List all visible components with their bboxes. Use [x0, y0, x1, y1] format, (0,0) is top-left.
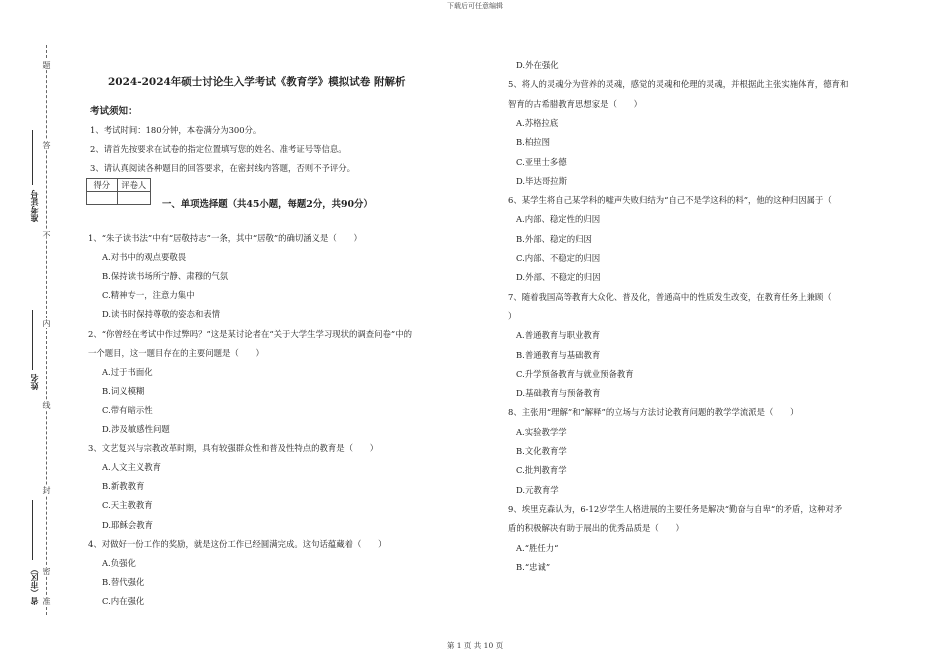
answer-option: D.外部、不稳定的归因	[516, 272, 601, 283]
question-text: 1、“朱子读书法”中有“居敬持志”一条，其中“居敬”的确切涵义是（ ）	[88, 233, 362, 243]
score-box-row	[87, 191, 150, 205]
answer-option: C.内在强化	[102, 595, 145, 606]
question-text: 5、将人的灵魂分为营养的灵魂，感觉的灵魂和伦理的灵魂，并根据此主张实施体育，德育和	[508, 79, 849, 90]
top-note: 下载后可任意编辑	[447, 2, 503, 10]
question-text: ）	[508, 310, 517, 321]
answer-option: B.普通教育与基础教育	[516, 349, 601, 360]
answer-option: B.“忠诚”	[516, 561, 551, 572]
question-text: 智育的古希腊教育思想家是（ ）	[508, 98, 642, 109]
score-label: 得分	[87, 179, 118, 191]
answer-option: B.外部、稳定的归因	[516, 233, 592, 244]
question-text: 盾的积极解决有助于展出的优秀品质是（ ）	[508, 523, 684, 534]
question-text: 4、对做好一份工作的奖励，就是这份工作已经圆满完成。这句话蕴藏着（ ）	[88, 538, 387, 549]
answer-option: D.外在强化	[516, 60, 559, 70]
score-box	[86, 178, 151, 205]
answer-option: B.词义模糊	[102, 385, 145, 396]
field-exam-number-label: 准考证号	[29, 190, 39, 222]
answer-option: C.天主教教育	[102, 500, 153, 511]
answer-option: C.亚里士多德	[516, 156, 567, 167]
seal-mark: 准	[42, 597, 51, 605]
seal-mark: 内	[42, 319, 51, 327]
exam-title: 2024-2024年硕士讨论生入学考试《教育学》模拟试卷 附解析	[108, 76, 406, 88]
field-underline	[32, 500, 33, 560]
answer-option: A.普通教育与职业教育	[516, 330, 601, 341]
seal-mark: 线	[42, 401, 51, 409]
answer-option: B.文化教育学	[516, 446, 567, 456]
answer-option: D.耶稣会教育	[102, 519, 153, 530]
field-province-label: 省（市区）	[29, 565, 39, 605]
answer-option: C.带有暗示性	[102, 404, 153, 415]
seal-mark: 封	[42, 486, 51, 494]
answer-option: B.保持读书场所宁静、肃穆的气氛	[102, 271, 229, 282]
answer-option: A.人文主义教育	[102, 462, 161, 473]
answer-option: C.内部、不稳定的归因	[516, 253, 601, 263]
score-box-divider	[117, 192, 118, 205]
answer-option: C.升学预备教育与就业预备教育	[516, 368, 634, 379]
question-text: 8、主张用“理解”和“解释”的立场与方法讨论教育问题的教学学流派是（ ）	[508, 407, 799, 418]
question-text: 7、随着我国高等教育大众化、普及化，普通高中的性质发生改变，在教育任务上兼顾（	[508, 291, 832, 302]
seal-mark: 不	[42, 231, 51, 239]
notice-item: 1、考试时间：180分钟，本卷满分为300分。	[90, 125, 262, 135]
question-text: 2、“你曾经在考试中作过弊吗？”这是某讨论者在“关于大学生学习现状的调查问卷”中的	[88, 328, 412, 339]
answer-option: A.实验教学学	[516, 426, 567, 437]
answer-option: A.“胜任力“	[516, 542, 559, 553]
answer-option: D.元教育学	[516, 484, 559, 495]
grader-label: 评卷人	[121, 180, 147, 190]
answer-option: C.精神专一，注意力集中	[102, 290, 195, 301]
answer-option: B.新教教育	[102, 481, 145, 492]
binding-strip	[0, 0, 60, 671]
notice-item: 2、请首先按要求在试卷的指定位置填写您的姓名、准考证号等信息。	[90, 144, 347, 154]
seal-mark: 题	[42, 61, 51, 69]
question-text: 3、文艺复兴与宗教改革时期，具有较强群众性和普及性特点的教育是（ ）	[88, 443, 379, 454]
answer-option: B.替代强化	[102, 576, 145, 587]
question-text: 6、某学生将自己某学科的嘘声失败归结为“自己不是学这科的料”，他的这种归因属于（	[508, 195, 832, 206]
answer-option: A.对书中的观点要敬畏	[102, 252, 187, 263]
seal-line	[46, 45, 47, 615]
notice-item: 3、请认真阅读各种题目的回答要求，在密封线内答题，否则不予评分。	[90, 163, 355, 173]
answer-option: D.毕达哥拉斯	[516, 175, 567, 186]
answer-option: A.内部、稳定性的归因	[516, 214, 601, 225]
answer-option: A.负强化	[102, 557, 136, 568]
field-underline	[32, 130, 33, 185]
answer-option: B.柏拉图	[516, 137, 550, 148]
answer-option: D.读书时保持尊敬的姿态和表情	[102, 309, 220, 320]
page-footer: 第 1 页 共 10 页	[446, 641, 504, 650]
answer-option: C.批判教育学	[516, 465, 567, 476]
question-text: 9、埃里克森认为，6-12岁学生人格进展的主要任务是解决“勤奋与自卑“的矛盾，这种对矛	[508, 503, 843, 514]
answer-option: D.基础教育与预备教育	[516, 388, 601, 399]
notice-heading: 考试须知：	[90, 106, 138, 117]
seal-mark: 答	[42, 141, 51, 149]
answer-option: D.涉及敏感性问题	[102, 424, 170, 434]
field-underline	[32, 310, 33, 370]
section-title: 一、单项选择题（共45小题，每题2分，共90分）	[162, 199, 373, 210]
seal-mark: 密	[42, 567, 51, 575]
answer-option: A.苏格拉底	[516, 117, 559, 128]
field-name-label: 姓名	[29, 374, 39, 390]
answer-option: A.过于书面化	[102, 366, 153, 377]
question-text: 一个题目，这一题目存在的主要问题是（ ）	[88, 347, 264, 358]
